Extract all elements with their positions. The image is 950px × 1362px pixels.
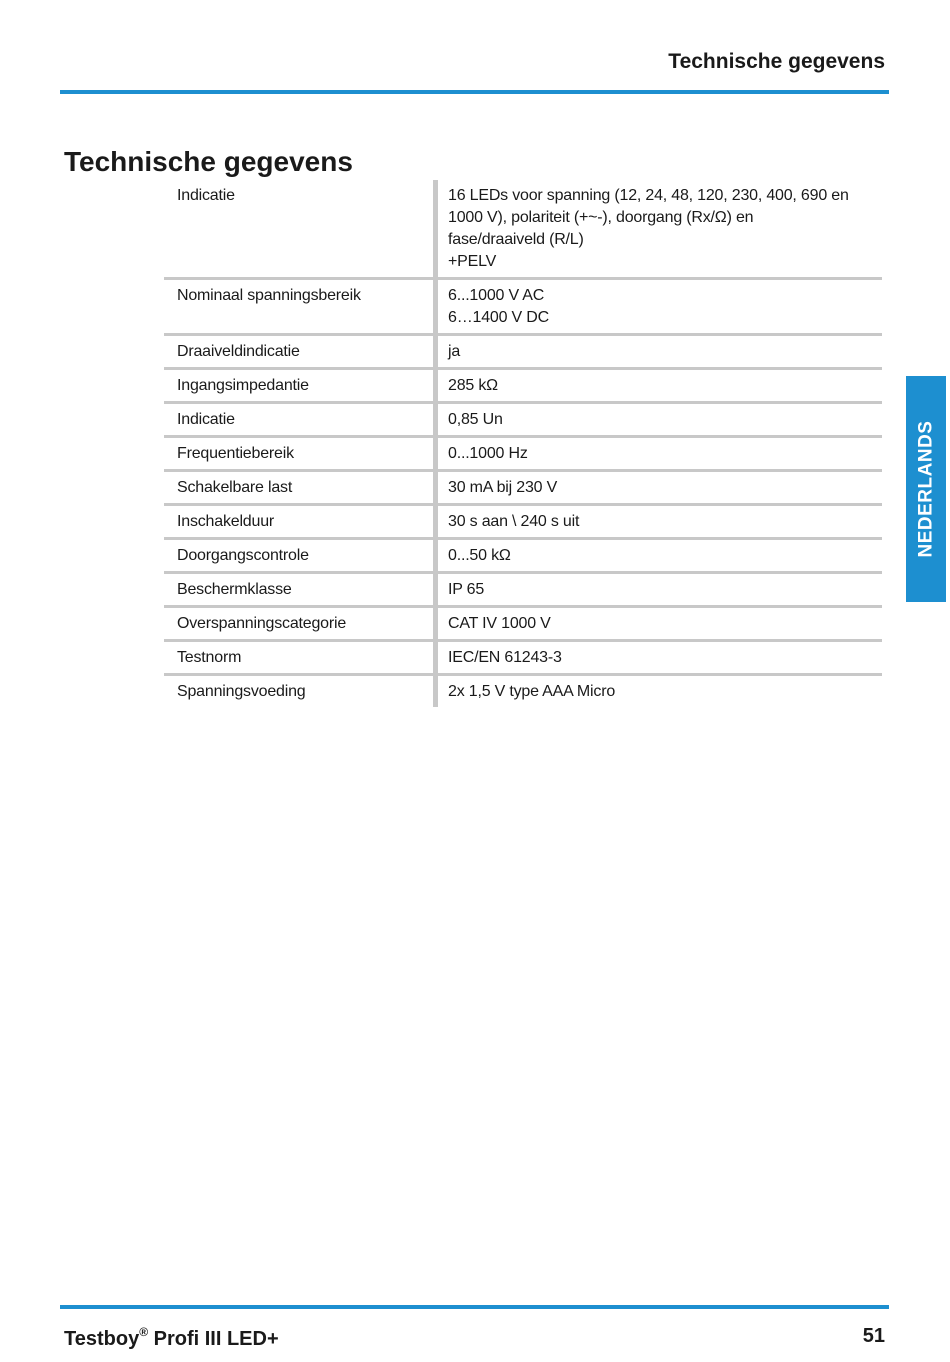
- spec-label: Inschakelduur: [164, 506, 438, 537]
- header-section-title: Technische gegevens: [668, 50, 885, 73]
- table-row: [164, 540, 882, 574]
- spec-value: [438, 506, 882, 537]
- spec-value-line: 2x 1,5 V type AAA Micro: [448, 683, 616, 700]
- table-row: [164, 506, 882, 540]
- footer-brand: Testboy: [64, 1328, 140, 1350]
- spec-value-line: 0,85 Un: [448, 411, 503, 428]
- spec-value-line: ja: [448, 343, 461, 360]
- table-row: [164, 336, 882, 370]
- page-number: 51: [862, 1325, 885, 1347]
- table-row: [164, 608, 882, 642]
- spec-label: Doorgangscontrole: [164, 540, 438, 571]
- spec-value-line: 0...50 kΩ: [448, 547, 511, 564]
- table-row: [164, 642, 882, 676]
- spec-value: [438, 370, 882, 401]
- spec-value: [438, 438, 882, 469]
- table-row: [164, 180, 882, 280]
- spec-label: Indicatie: [164, 180, 438, 277]
- spec-value: [438, 608, 882, 639]
- spec-value-line: 16 LEDs voor spanning (12, 24, 48, 120, 230, 400, 690 en: [448, 187, 849, 204]
- spec-label: Spanningsvoeding: [164, 676, 438, 707]
- spec-label: Indicatie: [164, 404, 438, 435]
- spec-value: [438, 540, 882, 571]
- table-row: [164, 676, 882, 707]
- spec-value-line: 6...1000 V AC: [448, 287, 545, 304]
- registered-mark: ®: [139, 1325, 149, 1339]
- spec-value: [438, 280, 882, 333]
- spec-value: [438, 404, 882, 435]
- table-row: [164, 574, 882, 608]
- spec-label: Draaiveldindicatie: [164, 336, 438, 367]
- spec-label: Frequentiebereik: [164, 438, 438, 469]
- language-tab-label: NEDERLANDS: [915, 420, 937, 558]
- spec-label: Nominaal spanningsbereik: [164, 280, 438, 333]
- spec-value: [438, 676, 882, 707]
- spec-value: [438, 472, 882, 503]
- language-tab: [906, 376, 946, 602]
- spec-value-line: CAT IV 1000 V: [448, 615, 551, 632]
- footer-product-name: [64, 1325, 279, 1351]
- spec-table: [164, 180, 882, 707]
- spec-label: Ingangsimpedantie: [164, 370, 438, 401]
- spec-value-line: 285 kΩ: [448, 377, 498, 394]
- spec-value-line: 30 s aan \ 240 s uit: [448, 513, 580, 530]
- spec-value: [438, 180, 882, 277]
- page-title: Technische gegevens: [64, 146, 353, 177]
- spec-value: [438, 336, 882, 367]
- spec-value-line: IEC/EN 61243-3: [448, 649, 562, 666]
- spec-value-line: 30 mA bij 230 V: [448, 479, 558, 496]
- header-rule: [60, 90, 889, 94]
- spec-value-line: 1000 V), polariteit (+~-), doorgang (Rx/Ω) en: [448, 209, 754, 226]
- table-row: [164, 280, 882, 336]
- spec-label: Schakelbare last: [164, 472, 438, 503]
- footer-product: Profi III LED+: [148, 1328, 279, 1350]
- spec-label: Overspanningscategorie: [164, 608, 438, 639]
- table-row: [164, 472, 882, 506]
- spec-value: [438, 642, 882, 673]
- footer-rule: [60, 1305, 889, 1309]
- spec-label: Testnorm: [164, 642, 438, 673]
- spec-label: Beschermklasse: [164, 574, 438, 605]
- spec-value-line: fase/draaiveld (R/L): [448, 231, 584, 248]
- spec-value-line: IP 65: [448, 581, 485, 598]
- table-row: [164, 438, 882, 472]
- table-row: [164, 370, 882, 404]
- table-row: [164, 404, 882, 438]
- spec-value-line: 0...1000 Hz: [448, 445, 528, 462]
- spec-value-line: +PELV: [448, 253, 497, 270]
- spec-value-line: 6…1400 V DC: [448, 309, 549, 326]
- spec-value: [438, 574, 882, 605]
